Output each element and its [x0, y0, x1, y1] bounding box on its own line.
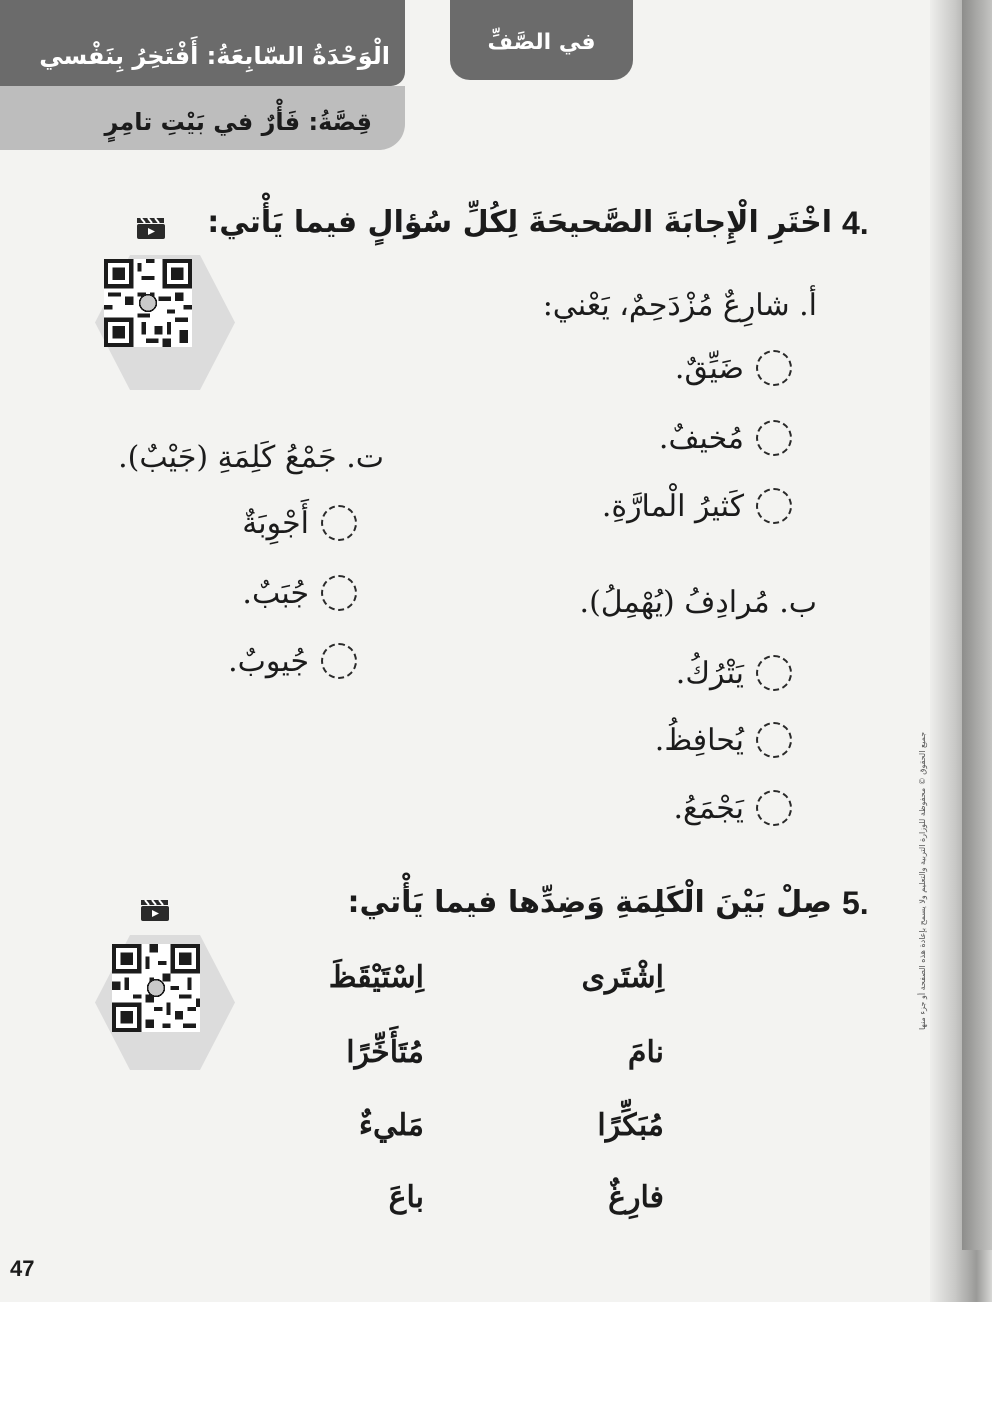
option-text: كَثيرُ الْمارَّةِ.: [601, 488, 744, 524]
question-4b-option-2[interactable]: [655, 722, 792, 758]
question-4a-option-2[interactable]: [659, 420, 792, 456]
dashed-circle-icon[interactable]: [321, 505, 357, 541]
question-4-number: 4.: [842, 205, 869, 241]
option-text: أَجْوِبَةٌ: [242, 505, 309, 541]
option-text: يُحافِظُ.: [654, 722, 744, 758]
qr-code-icon[interactable]: [112, 944, 200, 1032]
video-clapper-icon: [136, 216, 166, 240]
question-4c-option-1[interactable]: [242, 505, 357, 541]
question-5-number: 5.: [842, 885, 869, 921]
copyright-text: جميع الحقوق © محفوظة للوزارة التربية والتعليم ولا يسمح بإعادة هذه الصفحة أو جزء منها: [918, 731, 927, 1030]
option-text: مُخيفٌ.: [658, 420, 744, 456]
match-right-word-3[interactable]: مُبَكِّرًا: [597, 1108, 664, 1143]
book-spine-edge: [962, 0, 992, 1250]
question-4a-label: أ. شارِعٌ مُزْدَحِمٌ، يَعْني:: [542, 288, 817, 323]
option-text: جُبَبٌ.: [242, 575, 309, 611]
dashed-circle-icon[interactable]: [756, 488, 792, 524]
dashed-circle-icon[interactable]: [321, 575, 357, 611]
dashed-circle-icon[interactable]: [756, 655, 792, 691]
question-4a-option-1[interactable]: [675, 350, 792, 386]
dashed-circle-icon[interactable]: [756, 420, 792, 456]
dashed-circle-icon[interactable]: [756, 790, 792, 826]
unit-title: الْوَحْدَةُ السّابِعَةُ: أَفْتَخِرُ بِنَفْسي: [39, 42, 390, 70]
qr-code-icon[interactable]: [104, 259, 192, 347]
question-4a-option-3[interactable]: [602, 488, 792, 524]
question-4c-option-3[interactable]: [228, 643, 357, 679]
class-label: في الصَّفِّ: [487, 30, 596, 55]
story-title: قِصَّةُ: فَأْرٌ في بَيْتِ تامِرٍ: [104, 108, 372, 136]
video-clapper-icon: [140, 898, 170, 922]
option-text: يَجْمَعُ.: [673, 790, 744, 826]
dashed-circle-icon[interactable]: [321, 643, 357, 679]
match-right-word-4[interactable]: فارِغٌ: [608, 1180, 664, 1215]
option-text: يَتْرُكُ.: [675, 655, 744, 691]
page-number: 47: [10, 1256, 35, 1281]
match-right-word-1[interactable]: اِشْتَرى: [581, 960, 664, 995]
option-text: ضَيِّقٌ.: [674, 350, 744, 386]
match-left-word-3[interactable]: مَليءٌ: [358, 1108, 424, 1143]
dashed-circle-icon[interactable]: [756, 722, 792, 758]
dashed-circle-icon[interactable]: [756, 350, 792, 386]
question-4b-option-3[interactable]: [673, 790, 792, 826]
option-text: جُيوبٌ.: [228, 643, 309, 679]
question-4-prompt: اخْتَرِ الْإِجابَةَ الصَّحيحَةَ لِكُلِّ سُؤالٍ فيما يَأْتي:: [207, 205, 832, 240]
question-4c-option-2[interactable]: [242, 575, 357, 611]
match-left-word-4[interactable]: باعَ: [388, 1180, 424, 1215]
question-4b-option-1[interactable]: [676, 655, 792, 691]
match-left-word-2[interactable]: مُتَأَخِّرًا: [346, 1035, 424, 1070]
match-left-word-1[interactable]: اِسْتَيْقَظَ: [328, 960, 424, 995]
question-4b-label: ب. مُرادِفُ (يُهْمِلُ).: [579, 585, 817, 620]
question-5-prompt: صِلْ بَيْنَ الْكَلِمَةِ وَضِدِّها فيما يَأْتي:: [347, 885, 832, 920]
question-4c-label: ت. جَمْعُ كَلِمَةِ (جَيْبٌ).: [118, 440, 384, 475]
match-right-word-2[interactable]: نامَ: [627, 1035, 664, 1070]
